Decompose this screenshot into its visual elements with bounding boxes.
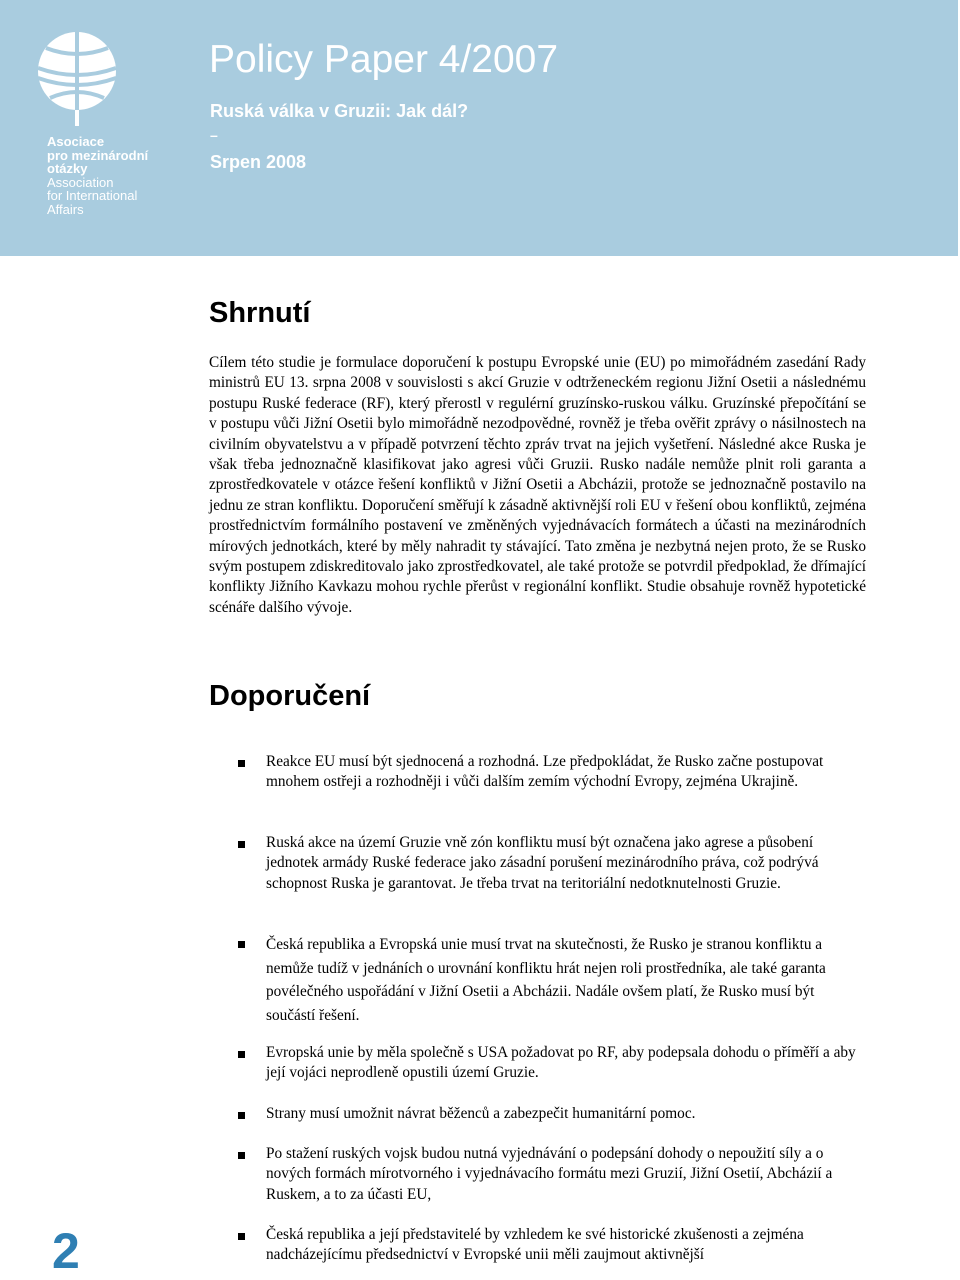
document-subtitle: Ruská válka v Gruzii: Jak dál? — [210, 101, 469, 121]
globe-icon — [36, 30, 118, 128]
summary-heading: Shrnutí — [209, 297, 311, 329]
recommendation-item — [238, 933, 858, 1027]
bullet-icon — [238, 760, 245, 767]
recommendation-text: Česká republika a její představitelé by vzhledem ke své historické zkušenosti a zejména nadcházejícímu předsednictví v Evropské unii měli zaujmout aktivnější — [266, 1226, 804, 1264]
bullet-icon — [238, 941, 245, 948]
bullet-icon — [238, 841, 245, 848]
recommendation-item — [238, 1104, 858, 1124]
header-banner — [0, 0, 958, 256]
recommendation-item — [238, 833, 858, 894]
bullet-icon — [238, 1112, 245, 1119]
recommendations-heading: Doporučení — [209, 680, 371, 712]
summary-paragraph: Cílem této studie je formulace doporučení k postupu Evropské unie (EU) po mimořádném zasedání Rady ministrů EU 13. srpna 2008 v souvislosti s akcí Gruzie v odtrženeckém regionu Jižní Osetii a následnému postupu Ruské federace (RF), který přerostl v regulérní gruzínsko-ruskou válku. Gruzínské přepočítání se v postupu vůči Jižní Osetii bylo mimořádně nezodpovědné, rovněž je třeba ověřit zprávy o násilnostech na civilním obyvatelstvu a v případě potvrzení těchto zpráv trvat na jejich vyšetření. Následné akce Ruska je však třeba jednoznačně klasifikovat jako agresi vůči Gruzii. Rusko nadále nemůže plnit roli garanta a zprostředkovatele v otázce řešení konfliktů v Jižní Osetii a Abcházii, protože se jednoznačně postavilo na jednu ze stran konfliktu. Doporučení směřují k zásadně aktivnější roli EU v řešení obou konfliktů, zejména prostřednictvím formálního postavení ve změněných vyjednávacích formátech a účasti na mezinárodních mírových jednotkách, které by měly nahradit ty stávající. Tato změna je nezbytná nejen proto, že se Rusko svým postupem zdiskreditovalo jako zprostředkovatel, ale také protože se potvrdil předpoklad, že dřímající konflikty Jižního Kavkazu mohou rychle přerůst v regionální konflikt. Studie obsahuje rovněž hypotetické scénáře dalšího vývoje. — [209, 354, 866, 616]
document-title: Policy Paper 4/2007 — [209, 38, 559, 81]
org-line: otázky — [47, 161, 88, 176]
recommendation-item — [238, 1043, 858, 1084]
recommendation-item — [238, 1144, 858, 1205]
bullet-icon — [238, 1233, 245, 1240]
recommendation-text: Evropská unie by měla společně s USA požadovat po RF, aby podepsala dohodu o příměří a aby její vojáci neprodleně opustili území Gruzie. — [266, 1044, 856, 1082]
org-line: Association — [47, 174, 114, 190]
document-date: Srpen 2008 — [210, 152, 307, 172]
bullet-icon — [238, 1051, 245, 1058]
recommendation-item — [238, 752, 858, 793]
recommendation-text: Ruská akce na území Gruzie vně zón konfliktu musí být označena jako agrese a působení jednotek armády Ruské federace jako zásadní porušení mezinárodního práva, což podrývá schopnost Ruska je garantovat. Je třeba trvat na teritoriální nedotknutelnosti Gruzie. — [266, 834, 819, 892]
recommendation-text: Strany musí umožnit návrat běženců a zabezpečit humanitární pomoc. — [266, 1105, 696, 1122]
page-number: 2 — [52, 1223, 80, 1279]
bullet-icon — [238, 1152, 245, 1159]
subtitle-dash: – — [210, 127, 218, 143]
recommendation-text: Po stažení ruských vojsk budou nutná vyjednávání o podepsání dohody o nepoužití síly a o nových formách mírotvorného i vyjednávacího formátu mezi Gruzií, Jižní Osetií, Abcházií a Ruskem, a to za účasti EU, — [266, 1145, 833, 1203]
org-line: Asociace — [47, 134, 105, 149]
org-line: for International — [47, 188, 138, 203]
recommendation-text: Reakce EU musí být sjednocená a rozhodná. Lze předpokládat, že Rusko začne postupovat mnohem ostřeji a rozhodněji i vůči dalším zemím východní Evropy, zejména Ukrajině. — [266, 753, 824, 791]
org-line: pro mezinárodní — [47, 147, 149, 163]
recommendation-item — [238, 1225, 858, 1266]
recommendation-text: Česká republika a Evropská unie musí trvat na skutečnosti, že Rusko je stranou konfliktu a nemůže tudíž v jednáních o urovnání konfliktu hrát nejen roli prostředníka, ale také garanta povélečného uspořádání v Jižní Osetii a Abcházii. Nadále ovšem platí, že Rusko musí být součástí řešení. — [266, 936, 826, 1024]
organization-name — [47, 135, 148, 216]
org-line: Affairs — [47, 201, 84, 217]
